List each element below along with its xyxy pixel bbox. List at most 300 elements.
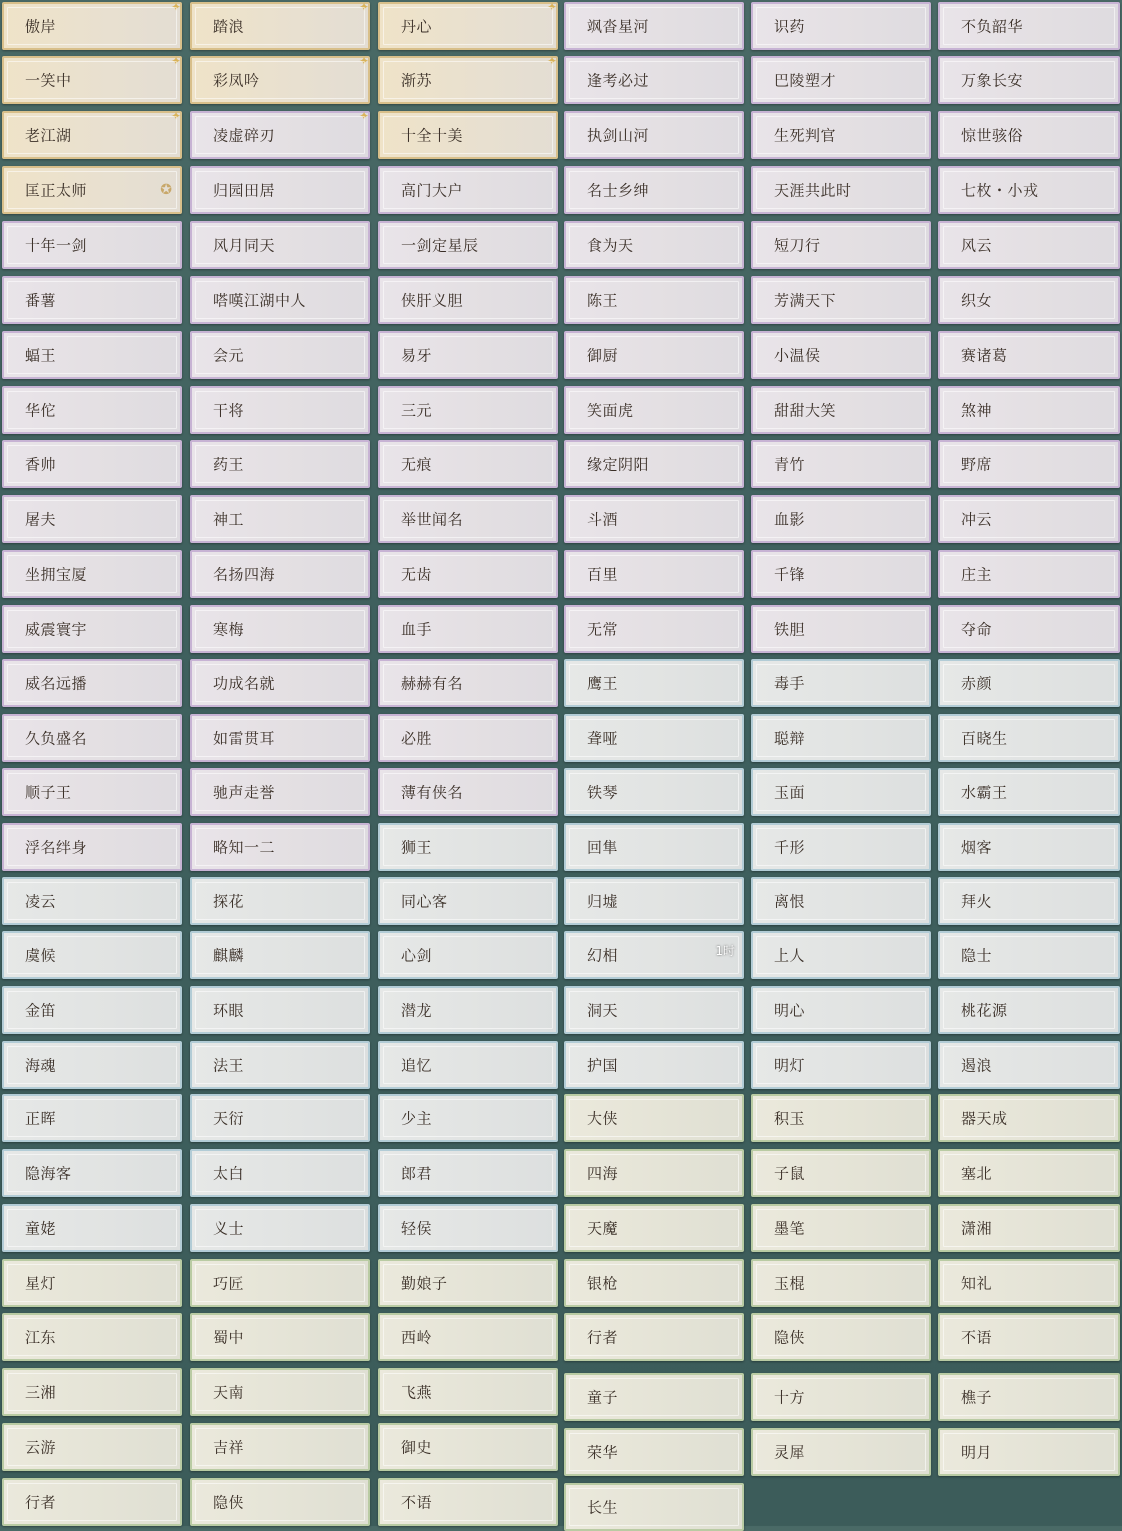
title-tag-label: 江东	[25, 1328, 57, 1347]
title-tag-label: 西岭	[401, 1328, 433, 1347]
title-tag-card[interactable]	[378, 440, 558, 488]
title-tag-card[interactable]	[751, 714, 931, 762]
title-tag-card[interactable]	[564, 550, 744, 598]
title-tag-card[interactable]	[938, 605, 1120, 653]
title-tag-card[interactable]	[378, 877, 558, 925]
title-tag-label: 童姥	[25, 1219, 57, 1238]
title-tag-label: 匡正太师	[25, 181, 88, 200]
title-tag-card[interactable]	[378, 2, 558, 50]
title-tag-card[interactable]	[938, 1259, 1120, 1307]
title-tag-label: 遏浪	[961, 1056, 993, 1075]
title-tag-card[interactable]	[564, 714, 744, 762]
title-tag-card[interactable]	[2, 986, 182, 1034]
title-tag-card[interactable]	[190, 986, 370, 1034]
title-tag-label: 探花	[213, 892, 245, 911]
title-tag-card[interactable]	[751, 931, 931, 979]
title-tag-card[interactable]	[378, 768, 558, 816]
title-tag-label: 斗酒	[587, 510, 619, 529]
title-tag-card[interactable]	[190, 1149, 370, 1197]
title-tag-label: 举世闻名	[401, 510, 464, 529]
title-tag-label: 青竹	[774, 455, 806, 474]
title-tag-label: 十全十美	[401, 126, 464, 145]
title-tag-card[interactable]	[564, 56, 744, 104]
title-tag-card[interactable]	[378, 331, 558, 379]
title-tag-label: 隐海客	[25, 1164, 72, 1183]
title-tag-card[interactable]	[938, 331, 1120, 379]
title-tag-label: 十方	[774, 1388, 806, 1407]
title-tag-label: 无常	[587, 620, 619, 639]
title-tag-card[interactable]	[938, 386, 1120, 434]
title-tag-card[interactable]	[2, 1478, 182, 1526]
title-tag-card[interactable]	[190, 550, 370, 598]
title-tag-card[interactable]	[378, 714, 558, 762]
title-tag-label: 芳满天下	[774, 291, 837, 310]
title-tag-label: 狮王	[401, 838, 433, 857]
title-tag-label: 风月同天	[213, 236, 276, 255]
title-tag-label: 御史	[401, 1438, 433, 1457]
title-tag-card[interactable]	[938, 877, 1120, 925]
title-tag-card[interactable]	[378, 1313, 558, 1361]
title-tag-card[interactable]	[938, 1149, 1120, 1197]
title-tag-card[interactable]	[938, 1373, 1120, 1421]
title-tag-card[interactable]	[751, 1373, 931, 1421]
title-tag-label: 彩凤吟	[213, 71, 260, 90]
title-tag-card[interactable]	[751, 605, 931, 653]
title-tag-label: 潇湘	[961, 1219, 993, 1238]
title-tag-card[interactable]	[564, 1149, 744, 1197]
title-tag-card[interactable]	[938, 1041, 1120, 1089]
title-tag-card[interactable]	[378, 931, 558, 979]
title-tag-card[interactable]	[190, 111, 370, 159]
title-tag-label: 野席	[961, 455, 993, 474]
title-tag-card[interactable]	[564, 495, 744, 543]
title-tag-label: 隐侠	[213, 1493, 245, 1512]
title-tag-card[interactable]	[190, 276, 370, 324]
title-tag-card[interactable]	[564, 986, 744, 1034]
title-tag-label: 华佗	[25, 401, 57, 420]
title-tag-card[interactable]	[190, 1368, 370, 1416]
title-tag-label: 正晖	[25, 1109, 57, 1128]
title-tag-label: 拜火	[961, 892, 993, 911]
title-tag-card[interactable]	[378, 823, 558, 871]
title-tag-card[interactable]	[938, 276, 1120, 324]
sparkle-icon: ✦	[546, 54, 557, 68]
title-tag-card[interactable]	[190, 1204, 370, 1252]
title-tag-card[interactable]	[2, 440, 182, 488]
title-tag-card[interactable]	[751, 877, 931, 925]
title-tag-label: 器天成	[961, 1109, 1008, 1128]
title-tag-label: 威震寰宇	[25, 620, 88, 639]
title-tag-label: 如雷贯耳	[213, 729, 276, 748]
title-tag-label: 血影	[774, 510, 806, 529]
title-tag-card[interactable]	[564, 1094, 744, 1142]
title-tag-card[interactable]	[751, 495, 931, 543]
title-tag-card[interactable]	[2, 166, 182, 214]
title-tag-card[interactable]	[2, 221, 182, 269]
title-tag-card[interactable]	[190, 659, 370, 707]
title-tag-card[interactable]	[190, 931, 370, 979]
title-tag-label: 千形	[774, 838, 806, 857]
title-tag-card[interactable]	[190, 331, 370, 379]
title-tag-label: 三元	[401, 401, 433, 420]
title-tag-card[interactable]	[2, 714, 182, 762]
title-tag-label: 明心	[774, 1001, 806, 1020]
title-tag-label: 七枚・小戎	[961, 181, 1039, 200]
title-tag-card[interactable]	[2, 550, 182, 598]
title-tag-label: 不语	[961, 1328, 993, 1347]
title-tag-card[interactable]	[190, 1041, 370, 1089]
title-tag-card[interactable]	[938, 1428, 1120, 1476]
title-tag-card[interactable]	[190, 605, 370, 653]
title-tag-card[interactable]	[2, 1149, 182, 1197]
sparkle-icon: ✦	[358, 54, 369, 68]
title-tag-card[interactable]	[938, 1094, 1120, 1142]
title-tag-label: 聪辩	[774, 729, 806, 748]
title-tag-card[interactable]	[938, 2, 1120, 50]
title-tag-label: 驰声走誉	[213, 783, 276, 802]
title-tag-label: 不负韶华	[961, 17, 1024, 36]
title-tag-card[interactable]	[190, 1313, 370, 1361]
title-tag-card[interactable]	[378, 1478, 558, 1526]
title-tag-card[interactable]	[190, 1423, 370, 1471]
title-tag-card[interactable]	[564, 768, 744, 816]
title-tag-label: 凌云	[25, 892, 57, 911]
title-tag-card[interactable]	[2, 1259, 182, 1307]
title-tag-card[interactable]	[751, 221, 931, 269]
title-tag-label: 桃花源	[961, 1001, 1008, 1020]
title-tag-label: 归墟	[587, 892, 619, 911]
title-tag-label: 毒手	[774, 674, 806, 693]
title-tag-label: 隐士	[961, 946, 993, 965]
title-tag-card[interactable]	[938, 221, 1120, 269]
title-tag-card[interactable]	[190, 56, 370, 104]
title-tag-label: 略知一二	[213, 838, 276, 857]
title-tag-card[interactable]	[938, 166, 1120, 214]
title-tag-label: 无齿	[401, 565, 433, 584]
title-tag-card[interactable]	[378, 166, 558, 214]
title-tag-label: 心剑	[401, 946, 433, 965]
title-tag-label: 高门大户	[401, 181, 464, 200]
title-tag-card[interactable]	[938, 768, 1120, 816]
title-tag-label: 名士乡绅	[587, 181, 650, 200]
title-tag-label: 老江湖	[25, 126, 72, 145]
title-tag-label: 行者	[25, 1493, 57, 1512]
title-tag-card[interactable]	[938, 111, 1120, 159]
title-tag-label: 逢考必过	[587, 71, 650, 90]
title-tag-card[interactable]	[564, 221, 744, 269]
title-tag-card[interactable]	[938, 714, 1120, 762]
title-tag-label: 子鼠	[774, 1164, 806, 1183]
title-tag-card[interactable]	[751, 166, 931, 214]
title-tag-card[interactable]	[751, 2, 931, 50]
title-tag-card[interactable]	[564, 276, 744, 324]
title-tag-label: 银枪	[587, 1274, 619, 1293]
title-tag-card[interactable]	[2, 56, 182, 104]
title-tag-card[interactable]	[190, 877, 370, 925]
title-tag-card[interactable]	[564, 659, 744, 707]
title-tag-label: 执剑山河	[587, 126, 650, 145]
title-tag-card[interactable]	[751, 276, 931, 324]
title-tag-label: 巧匠	[213, 1274, 245, 1293]
title-tag-card[interactable]	[378, 1149, 558, 1197]
title-tag-label: 鹰王	[587, 674, 619, 693]
title-tag-label: 飞燕	[401, 1383, 433, 1402]
title-tag-label: 甜甜大笑	[774, 401, 837, 420]
title-tag-card[interactable]	[378, 1204, 558, 1252]
title-tag-card[interactable]	[564, 931, 744, 979]
title-tag-card[interactable]	[938, 56, 1120, 104]
title-tag-label: 无痕	[401, 455, 433, 474]
title-tag-card[interactable]	[190, 495, 370, 543]
title-tag-card[interactable]	[190, 221, 370, 269]
title-tag-label: 干将	[213, 401, 245, 420]
title-tag-card[interactable]	[564, 823, 744, 871]
title-tag-card[interactable]	[190, 1094, 370, 1142]
title-tag-label: 侠肝义胆	[401, 291, 464, 310]
title-tag-card[interactable]	[2, 331, 182, 379]
title-tag-label: 知礼	[961, 1274, 993, 1293]
sparkle-icon: ✦	[358, 0, 369, 14]
title-tag-label: 大侠	[587, 1109, 619, 1128]
title-tag-card[interactable]	[751, 1259, 931, 1307]
title-tag-card[interactable]	[190, 768, 370, 816]
title-tag-label: 回隼	[587, 838, 619, 857]
title-tag-card[interactable]	[378, 605, 558, 653]
title-tag-card[interactable]	[751, 1149, 931, 1197]
title-tag-label: 十年一剑	[25, 236, 88, 255]
title-tag-label: 洞天	[587, 1001, 619, 1020]
title-tag-card[interactable]	[378, 386, 558, 434]
title-tag-card[interactable]	[378, 986, 558, 1034]
title-tag-label: 名扬四海	[213, 565, 276, 584]
title-tag-card[interactable]	[751, 386, 931, 434]
title-tag-card[interactable]	[751, 550, 931, 598]
title-tag-label: 郎君	[401, 1164, 433, 1183]
title-tag-card[interactable]	[564, 386, 744, 434]
title-tag-label: 易牙	[401, 346, 433, 365]
title-tag-card[interactable]	[751, 1428, 931, 1476]
title-tag-card[interactable]	[751, 111, 931, 159]
title-tag-card[interactable]	[938, 440, 1120, 488]
title-tag-label: 墨笔	[774, 1219, 806, 1238]
title-tag-card[interactable]	[938, 495, 1120, 543]
title-tag-card[interactable]	[190, 386, 370, 434]
title-tag-label: 必胜	[401, 729, 433, 748]
title-tag-label: 生死判官	[774, 126, 837, 145]
title-tag-card[interactable]	[190, 440, 370, 488]
title-tag-card[interactable]	[751, 659, 931, 707]
title-tag-card[interactable]	[938, 1313, 1120, 1361]
title-tag-card[interactable]	[751, 768, 931, 816]
title-tag-label: 凌虚碎刃	[213, 126, 276, 145]
title-tag-card[interactable]	[564, 1428, 744, 1476]
title-tag-label: 天南	[213, 1383, 245, 1402]
title-tag-card[interactable]	[564, 331, 744, 379]
title-tag-card[interactable]	[2, 1368, 182, 1416]
title-tag-label: 童子	[587, 1388, 619, 1407]
title-tag-label: 短刀行	[774, 236, 821, 255]
title-tag-card[interactable]	[564, 111, 744, 159]
title-tag-label: 樵子	[961, 1388, 993, 1407]
title-tag-card[interactable]	[190, 166, 370, 214]
title-tag-card[interactable]	[751, 1094, 931, 1142]
title-tag-card[interactable]	[2, 1313, 182, 1361]
title-tag-label: 小温侯	[774, 346, 821, 365]
title-tag-label: 四海	[587, 1164, 619, 1183]
title-tag-label: 嗒嘆江湖中人	[213, 291, 307, 310]
title-tag-label: 食为天	[587, 236, 634, 255]
title-tag-label: 庄主	[961, 565, 993, 584]
title-tag-card[interactable]	[378, 56, 558, 104]
title-tag-label: 药王	[213, 455, 245, 474]
title-tag-card[interactable]	[2, 768, 182, 816]
title-tag-label: 铁琴	[587, 783, 619, 802]
title-tag-label: 夺命	[961, 620, 993, 639]
title-tag-card[interactable]	[751, 56, 931, 104]
title-tag-label: 血手	[401, 620, 433, 639]
title-tag-label: 一剑定星辰	[401, 236, 479, 255]
title-tag-card[interactable]	[938, 986, 1120, 1034]
title-tag-label: 义士	[213, 1219, 245, 1238]
title-tag-label: 明灯	[774, 1056, 806, 1075]
title-tag-label: 风云	[961, 236, 993, 255]
title-tag-label: 上人	[774, 946, 806, 965]
title-tag-card[interactable]	[190, 2, 370, 50]
title-tag-label: 长生	[587, 1498, 619, 1517]
title-tag-label: 千锋	[774, 565, 806, 584]
title-tag-label: 归园田居	[213, 181, 276, 200]
title-tag-label: 同心客	[401, 892, 448, 911]
title-tag-label: 巴陵塑才	[774, 71, 837, 90]
title-tag-label: 幻相	[587, 946, 619, 965]
title-tag-label: 织女	[961, 291, 993, 310]
title-tag-card[interactable]	[378, 276, 558, 324]
title-tag-label: 赫赫有名	[401, 674, 464, 693]
title-tag-card[interactable]	[751, 1041, 931, 1089]
title-tag-card[interactable]	[2, 386, 182, 434]
title-tag-card[interactable]	[190, 714, 370, 762]
title-tag-card[interactable]	[2, 1423, 182, 1471]
time-remaining-badge: 1时	[715, 944, 735, 958]
title-tag-label: 虞候	[25, 946, 57, 965]
title-tag-label: 环眼	[213, 1001, 245, 1020]
title-tag-card[interactable]	[564, 1204, 744, 1252]
title-tag-card[interactable]	[564, 1313, 744, 1361]
title-tag-card[interactable]	[564, 1373, 744, 1421]
title-tag-card[interactable]	[2, 1041, 182, 1089]
title-tag-card[interactable]	[938, 659, 1120, 707]
title-tag-label: 三湘	[25, 1383, 57, 1402]
title-tag-card[interactable]	[378, 111, 558, 159]
title-tag-card[interactable]	[190, 1478, 370, 1526]
sparkle-icon: ✦	[546, 0, 557, 14]
title-tag-label: 识药	[774, 17, 806, 36]
title-tag-label: 煞神	[961, 401, 993, 420]
title-tag-card[interactable]	[751, 823, 931, 871]
title-tag-card[interactable]	[2, 111, 182, 159]
title-tag-card[interactable]	[938, 1204, 1120, 1252]
title-tag-label: 星灯	[25, 1274, 57, 1293]
title-tag-card[interactable]	[190, 1259, 370, 1307]
title-tag-card[interactable]	[564, 1483, 744, 1531]
title-tag-card[interactable]	[751, 986, 931, 1034]
title-tag-card[interactable]	[564, 440, 744, 488]
title-tag-label: 缘定阴阳	[587, 455, 650, 474]
title-tag-card[interactable]	[564, 605, 744, 653]
title-tag-card[interactable]	[2, 605, 182, 653]
title-tag-label: 海魂	[25, 1056, 57, 1075]
title-tag-label: 护国	[587, 1056, 619, 1075]
title-tag-label: 笑面虎	[587, 401, 634, 420]
title-tag-card[interactable]	[564, 1259, 744, 1307]
title-tag-card[interactable]	[938, 550, 1120, 598]
sparkle-icon: ✦	[358, 109, 369, 123]
sparkle-icon: ✦	[170, 0, 181, 14]
title-tag-label: 明月	[961, 1443, 993, 1462]
title-tag-card[interactable]	[378, 1094, 558, 1142]
title-tag-label: 渐苏	[401, 71, 433, 90]
title-tag-card[interactable]	[564, 2, 744, 50]
title-tag-card[interactable]	[938, 931, 1120, 979]
title-tag-label: 云游	[25, 1438, 57, 1457]
title-tag-card[interactable]	[564, 877, 744, 925]
title-tag-card[interactable]	[938, 823, 1120, 871]
title-tag-card[interactable]	[2, 2, 182, 50]
title-tag-card[interactable]	[378, 1368, 558, 1416]
title-tag-card[interactable]	[2, 1204, 182, 1252]
title-tag-label: 香帅	[25, 455, 57, 474]
title-tag-card[interactable]	[2, 659, 182, 707]
title-tag-card[interactable]	[2, 877, 182, 925]
title-tag-label: 薄有侠名	[401, 783, 464, 802]
title-tag-label: 惊世骇俗	[961, 126, 1024, 145]
title-tag-card[interactable]	[751, 1313, 931, 1361]
title-tag-label: 不语	[401, 1493, 433, 1512]
title-tag-card[interactable]	[2, 495, 182, 543]
title-tag-label: 烟客	[961, 838, 993, 857]
title-tag-label: 法王	[213, 1056, 245, 1075]
title-tag-card[interactable]	[378, 1259, 558, 1307]
title-tag-label: 会元	[213, 346, 245, 365]
title-tag-card[interactable]	[378, 221, 558, 269]
title-tag-label: 金笛	[25, 1001, 57, 1020]
title-tag-label: 天魔	[587, 1219, 619, 1238]
title-tag-label: 天涯共此时	[774, 181, 852, 200]
title-tag-card[interactable]	[564, 1041, 744, 1089]
title-tag-label: 踏浪	[213, 17, 245, 36]
title-tag-card[interactable]	[2, 276, 182, 324]
title-tag-card[interactable]	[190, 823, 370, 871]
title-tag-label: 久负盛名	[25, 729, 88, 748]
title-tag-label: 勤娘子	[401, 1274, 448, 1293]
title-tag-card[interactable]	[378, 1423, 558, 1471]
title-tag-label: 荣华	[587, 1443, 619, 1462]
title-tag-card[interactable]	[378, 550, 558, 598]
title-tag-card[interactable]	[751, 1204, 931, 1252]
title-tag-card[interactable]	[2, 931, 182, 979]
title-tag-card[interactable]	[378, 495, 558, 543]
title-tag-label: 铁胆	[774, 620, 806, 639]
title-tag-card[interactable]	[378, 659, 558, 707]
title-tag-card[interactable]	[378, 1041, 558, 1089]
title-tag-label: 一笑中	[25, 71, 72, 90]
title-tag-card[interactable]	[751, 331, 931, 379]
title-tag-card[interactable]	[2, 1094, 182, 1142]
title-tag-label: 顺子王	[25, 783, 72, 802]
title-tag-card[interactable]	[2, 823, 182, 871]
title-tag-card[interactable]	[564, 166, 744, 214]
title-tag-card[interactable]	[751, 440, 931, 488]
